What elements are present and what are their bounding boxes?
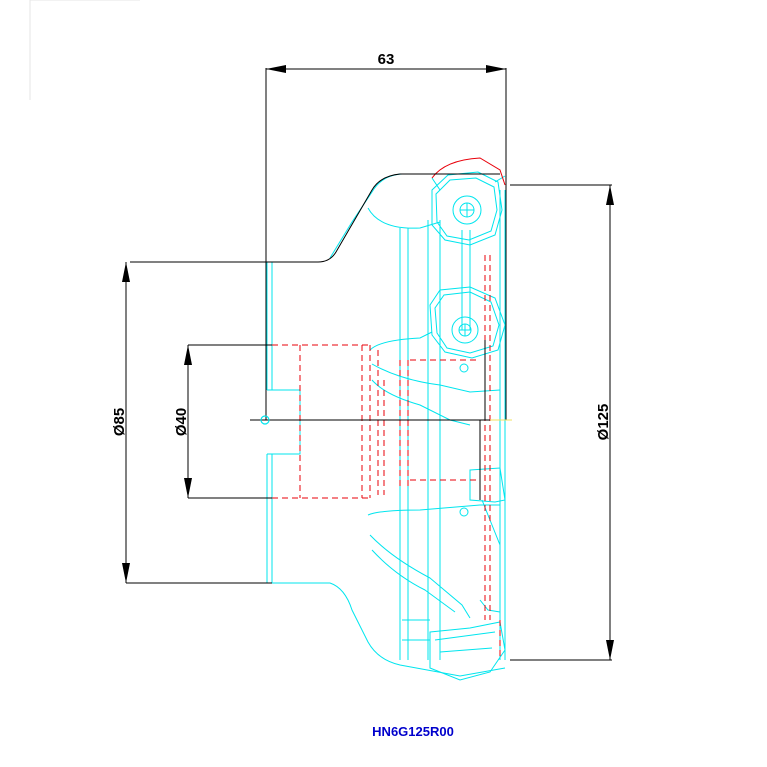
frame-corner	[30, 0, 140, 100]
insert-middle	[430, 287, 505, 358]
dimension-dia40	[173, 345, 192, 498]
dim-63-label: 63	[377, 51, 395, 68]
insert-lower	[430, 468, 505, 680]
dim-dia125-label: Ø125	[595, 403, 612, 441]
dim-dia40-label: Ø40	[173, 407, 190, 437]
hidden-outline-top	[432, 158, 505, 185]
cutter-body	[267, 172, 505, 680]
insert-top	[432, 172, 505, 245]
profile-outline	[126, 174, 512, 583]
dimension-dia125	[510, 185, 614, 660]
dimension-dia85	[111, 262, 130, 583]
dim-dia85-label: Ø85	[111, 407, 128, 437]
part-code-label: HN6G125R00	[372, 724, 454, 739]
hidden-lines	[272, 255, 500, 660]
